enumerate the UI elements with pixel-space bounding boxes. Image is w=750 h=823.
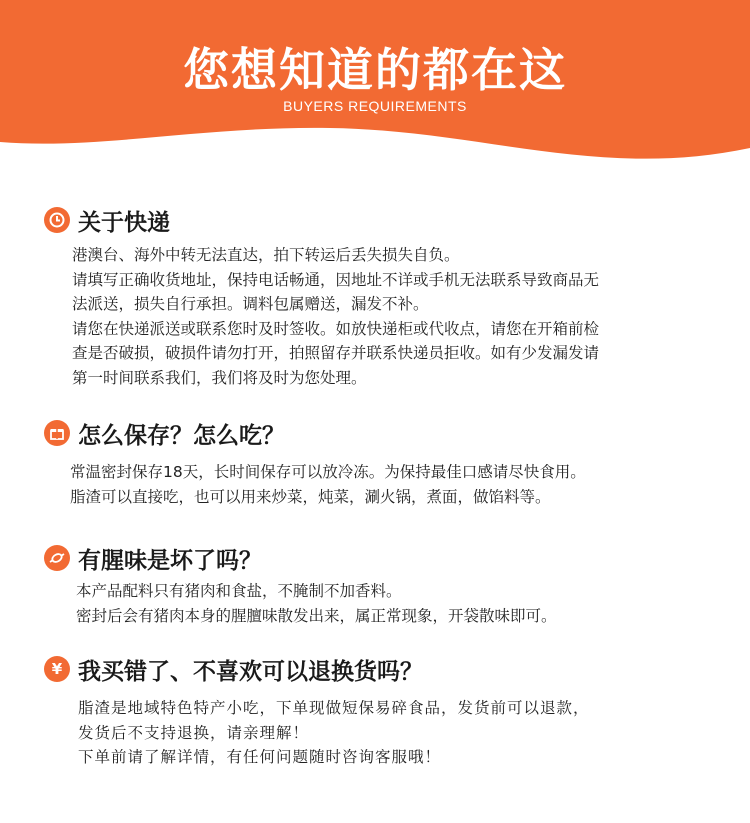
body-line: 脂渣是地域特色特产小吃，下单现做短保易碎食品，发货前可以退款， <box>78 699 590 717</box>
page-subtitle: BUYERS REQUIREMENTS <box>283 98 467 114</box>
body-line: 请您在快递派送或联系您时及时签收。如放快递柜或代收点，请您在开箱前检 <box>72 319 600 338</box>
candy-icon <box>44 545 70 571</box>
section-body <box>76 579 557 628</box>
body-line: 查是否破损，破损件请勿打开，拍照留存并联系快递员拒收。如有少发漏发请 <box>72 344 600 362</box>
gift-icon <box>44 420 70 446</box>
page-title: 您想知道的都在这 <box>183 43 567 97</box>
section-header <box>44 203 170 237</box>
body-line: 第一时间联系我们，我们将及时为您处理。 <box>72 368 367 387</box>
section-title: 怎么保存？怎么吃？ <box>78 422 285 449</box>
section-title: 关于快递 <box>78 209 170 236</box>
body-line: 发货后不支持退换，请亲理解！ <box>78 723 310 742</box>
body-line: 法派送，损失自行承担。调料包属赠送，漏发不补。 <box>72 295 429 313</box>
section-header <box>44 541 262 575</box>
body-line: 本产品配料只有猪肉和食盐，不腌制不加香料。 <box>76 582 402 600</box>
clock-icon <box>44 207 70 233</box>
section-header <box>44 652 423 686</box>
body-line: 常温密封保存18天，长时间保存可以放冷冻。为保持最佳口感请尽快食用。 <box>70 463 586 481</box>
body-line: 港澳台、海外中转无法直达，拍下转运后丢失损失自负。 <box>72 246 460 264</box>
header-banner <box>0 0 750 180</box>
section-title: 有腥味是坏了吗？ <box>78 547 262 574</box>
section-body <box>72 243 599 390</box>
body-line: 脂渣可以直接吃，也可以用来炒菜，炖菜，涮火锅，煮面，做馅料等。 <box>70 487 551 506</box>
body-line: 请填写正确收货地址，保持电话畅通，因地址不详或手机无法联系导致商品无 <box>72 270 600 289</box>
body-line: 下单前请了解详情，有任何问题随时咨询客服哦！ <box>78 748 442 766</box>
section-title: 我买错了、不喜欢可以退换货吗？ <box>78 658 423 685</box>
body-line: 密封后会有猪肉本身的腥膻味散发出来，属正常现象，开袋散味即可。 <box>76 606 557 625</box>
yen-icon: ¥ <box>44 656 70 682</box>
section-body <box>70 460 586 509</box>
section-body <box>78 696 590 770</box>
section-header <box>44 416 285 450</box>
